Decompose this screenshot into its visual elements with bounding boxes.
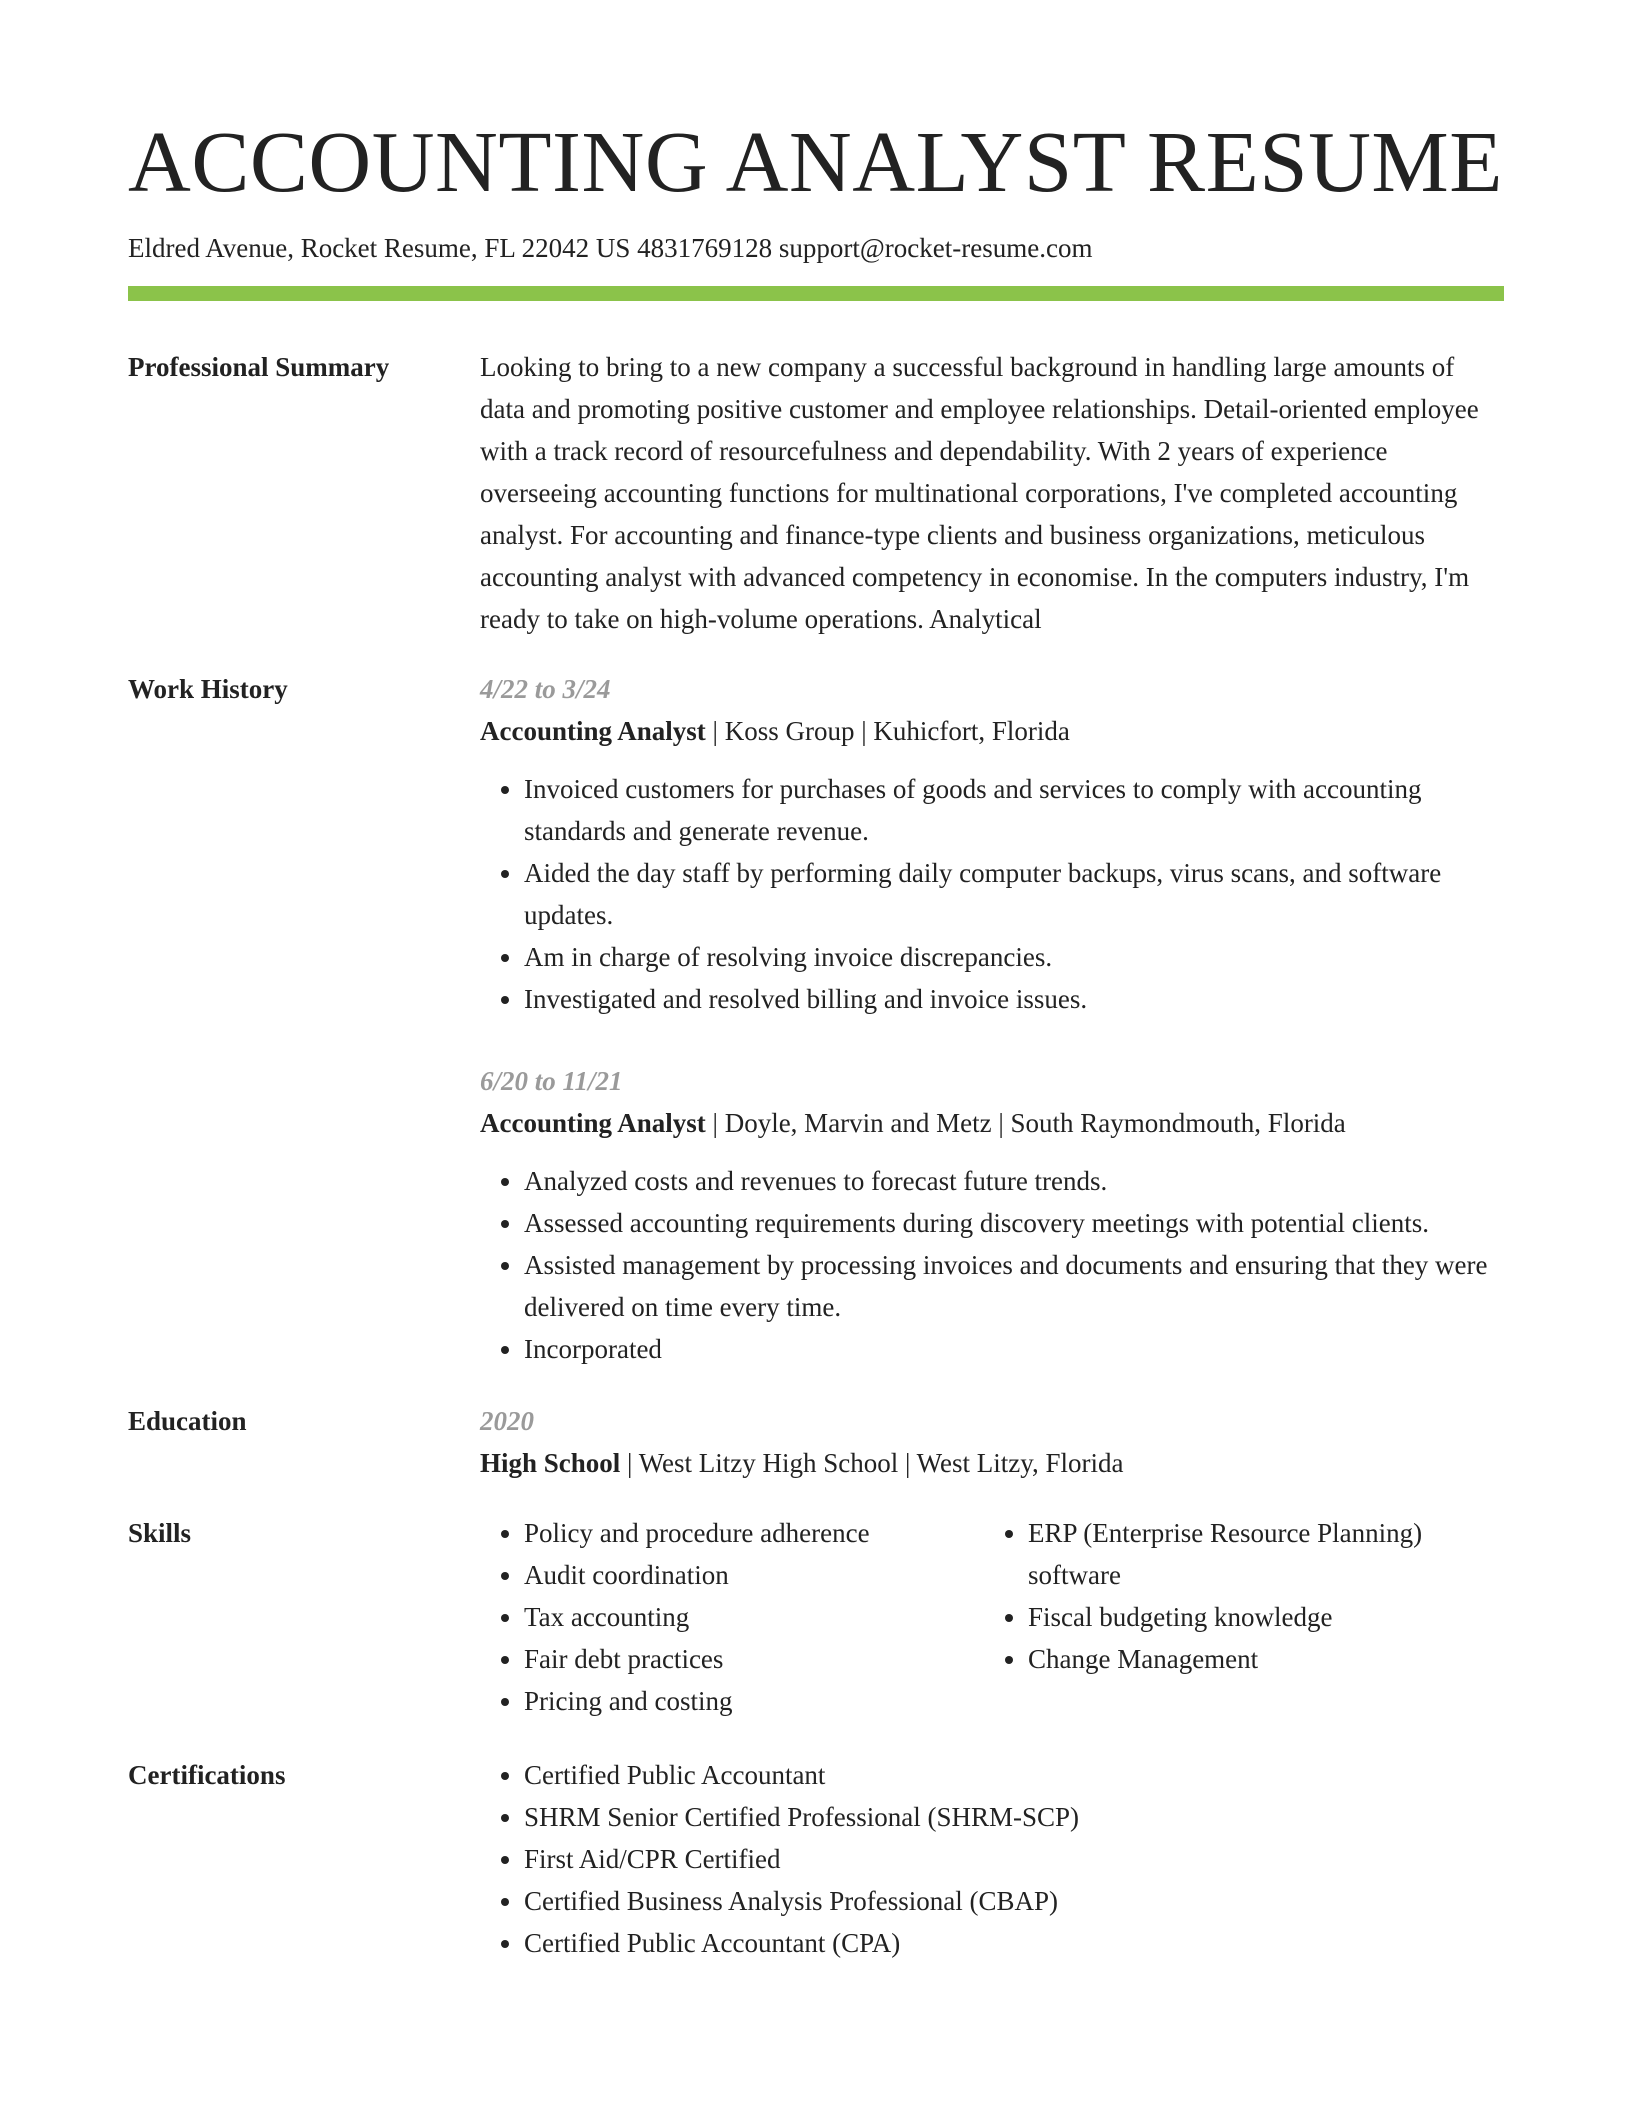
- certifications-label: Certifications: [128, 1760, 286, 1790]
- certification-item: • Certified Public Accountant: [524, 1754, 1504, 1796]
- job-bullet: • Analyzed costs and revenues to forecast future trends.: [524, 1160, 1504, 1202]
- work-history-label: Work History: [128, 674, 288, 704]
- job-bullet: • Incorporated: [524, 1328, 1504, 1370]
- job-details: | Koss Group | Kuhicfort, Florida: [705, 716, 1070, 746]
- skill-item: • Tax accounting: [524, 1596, 984, 1638]
- certification-item: • SHRM Senior Certified Professional (SHRM-SCP): [524, 1796, 1504, 1838]
- job-dates: 6/20 to 11/21: [480, 1066, 623, 1096]
- education-details: | West Litzy High School | West Litzy, Florida: [620, 1448, 1124, 1478]
- job-bullet: • Aided the day staff by performing daily computer backups, virus scans, and software updates.: [524, 852, 1504, 936]
- job-entry: [480, 668, 1504, 1020]
- education-body: [480, 1400, 1504, 1484]
- contact-line: Eldred Avenue, Rocket Resume, FL 22042 US 4831769128 support@rocket-resume.com: [128, 233, 1093, 263]
- education-line: [480, 1442, 1504, 1484]
- certifications-body: [480, 1754, 1504, 1964]
- job-details: | Doyle, Marvin and Metz | South Raymondmouth, Florida: [705, 1108, 1346, 1138]
- skills-label: Skills: [128, 1518, 192, 1548]
- skill-item: • Change Management: [1028, 1638, 1488, 1680]
- skills-list: [984, 1512, 1488, 1680]
- certification-item: • First Aid/CPR Certified: [524, 1838, 1504, 1880]
- job-role: Accounting Analyst: [480, 1108, 706, 1138]
- resume-title: ACCOUNTING ANALYST RESUME: [128, 113, 1503, 210]
- certifications-list: [480, 1754, 1504, 1964]
- skills-column-left: [480, 1512, 984, 1722]
- job-dates: 4/22 to 3/24: [480, 674, 611, 704]
- job-bullet: • Investigated and resolved billing and invoice issues.: [524, 978, 1504, 1020]
- job-role: Accounting Analyst: [480, 716, 706, 746]
- skills-column-right: [984, 1512, 1488, 1722]
- education-label: Education: [128, 1406, 247, 1436]
- job-bullet: • Assisted management by processing invoices and documents and ensuring that they were delivered on time every time.: [524, 1244, 1504, 1328]
- certification-item: • Certified Business Analysis Professional (CBAP): [524, 1880, 1504, 1922]
- job-bullets: [480, 768, 1504, 1020]
- job-title-line: [480, 1102, 1504, 1144]
- education-year: 2020: [480, 1406, 534, 1436]
- job-entry: [480, 1060, 1504, 1370]
- work-history-body: [480, 668, 1504, 1370]
- job-bullet: • Assessed accounting requirements during discovery meetings with potential clients.: [524, 1202, 1504, 1244]
- job-bullet: • Invoiced customers for purchases of goods and services to comply with accounting standards and generate revenue.: [524, 768, 1504, 852]
- job-bullets: [480, 1160, 1504, 1370]
- skill-item: • Fiscal budgeting knowledge: [1028, 1596, 1488, 1638]
- skills-body: [480, 1512, 1504, 1722]
- skill-item: • Policy and procedure adherence: [524, 1512, 984, 1554]
- skill-item: • Audit coordination: [524, 1554, 984, 1596]
- job-title-line: [480, 710, 1504, 752]
- skill-item: • Fair debt practices: [524, 1638, 984, 1680]
- header-divider: [128, 286, 1504, 301]
- summary-body: [480, 346, 1504, 640]
- skill-item: • Pricing and costing: [524, 1680, 984, 1722]
- skills-columns: [480, 1512, 1504, 1722]
- summary-text: Looking to bring to a new company a successful background in handling large amounts of data and promoting positive customer and employee relationships. Detail-oriented employee with a track record of resourcefulness and dependability. With 2 years of experience overseeing accounting functions for multinational corporations, I've completed accounting analyst. For accounting and finance-type clients and business organizations, meticulous accounting analyst with advanced competency in economise. In the computers industry, I'm ready to take on high-volume operations. Analytical: [480, 352, 1479, 634]
- summary-label: Professional Summary: [128, 352, 390, 382]
- skills-list: [480, 1512, 984, 1722]
- education-degree: High School: [480, 1448, 621, 1478]
- job-bullet: • Am in charge of resolving invoice discrepancies.: [524, 936, 1504, 978]
- skill-item: • ERP (Enterprise Resource Planning) software: [1028, 1512, 1488, 1596]
- certification-item: • Certified Public Accountant (CPA): [524, 1922, 1504, 1964]
